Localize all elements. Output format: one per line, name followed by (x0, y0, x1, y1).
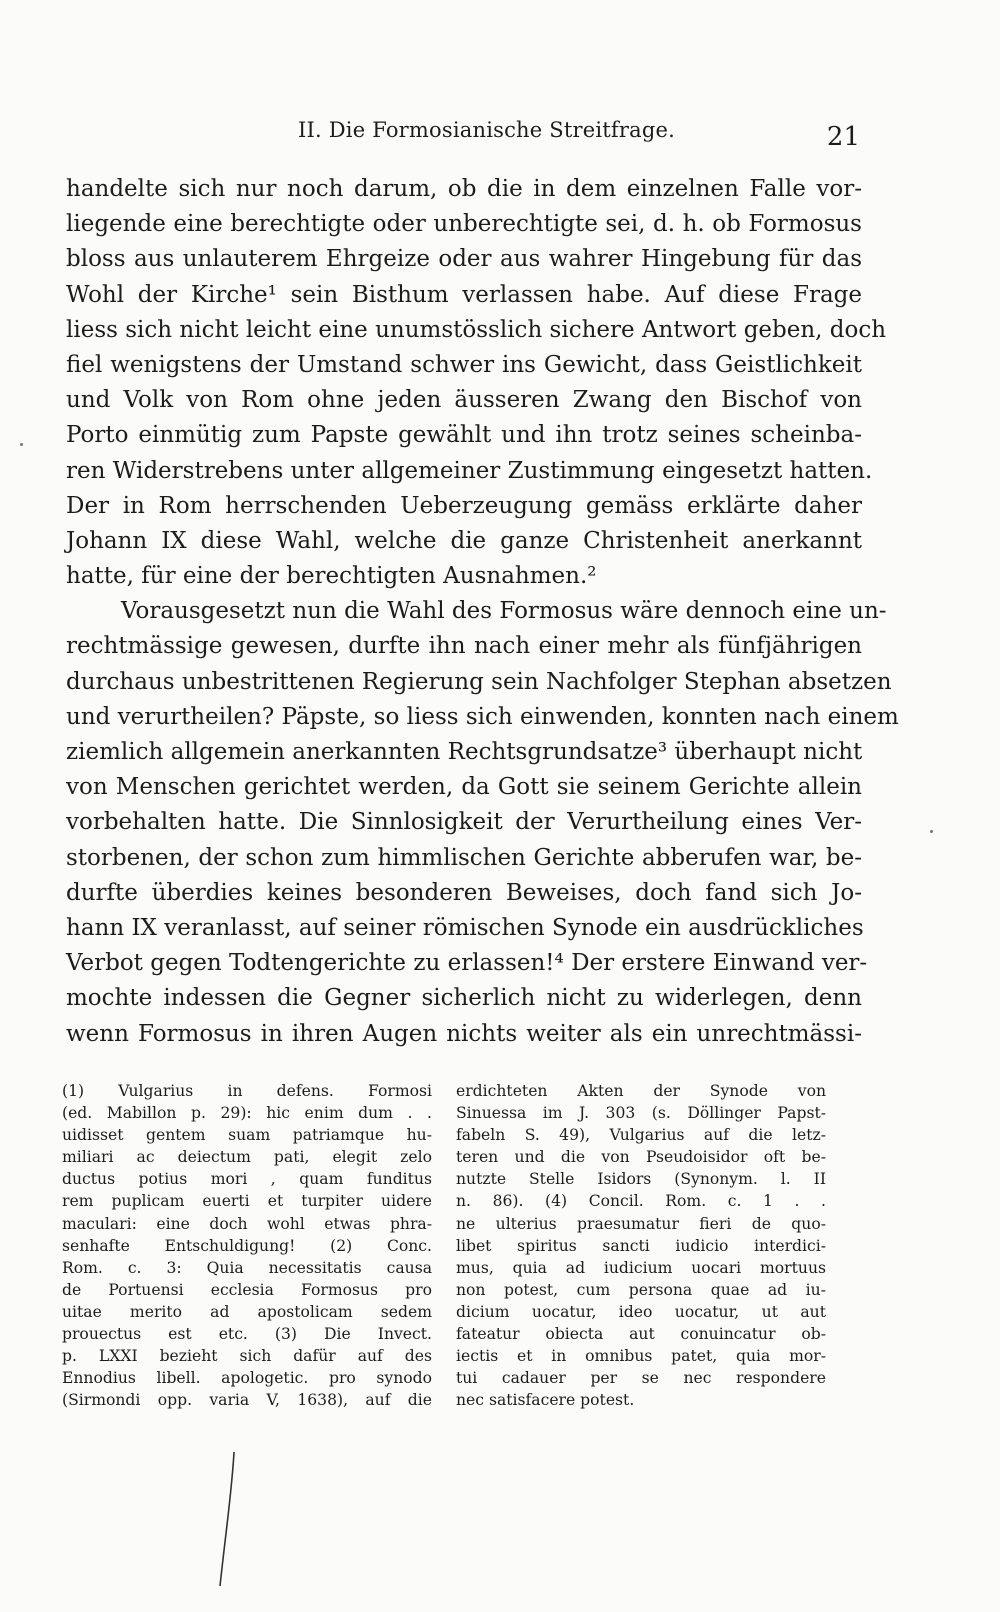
running-title: II. Die Formosianische Streitfrage. (298, 118, 676, 142)
body-line: und verurtheilen? Päpste, so liess sich einwenden, konnten nach einem (66, 703, 899, 730)
page-header (60, 118, 860, 158)
pen-stroke-mark (212, 1450, 242, 1590)
body-line: ren Widerstrebens unter allgemeiner Zustimmung eingesetzt hatten. (66, 457, 873, 484)
body-line: liess sich nicht leicht eine unumstösslich sichere Antwort geben, doch (66, 316, 887, 343)
footnote-line: uitae merito ad apostolicam sedem (62, 1302, 432, 1321)
footnote-line: nec satisfacere potest. (456, 1391, 635, 1410)
body-line: storbenen, der schon zum himmlischen Gerichte abberufen war, be- (66, 844, 862, 871)
body-line: rechtmässige gewesen, durfte ihn nach einer mehr als fünfjährigen (66, 633, 862, 660)
body-line: Vorausgesetzt nun die Wahl des Formosus wäre dennoch eine un- (121, 598, 887, 625)
scan-speck (20, 443, 23, 446)
body-line: hatte, für eine der berechtigten Ausnahmen.² (66, 563, 597, 590)
body-line: wenn Formosus in ihren Augen nichts weiter als ein unrechtmässi- (66, 1020, 862, 1047)
footnote-line: Rom. c. 3: Quia necessitatis causa (62, 1258, 432, 1277)
footnote-line: de Portuensi ecclesia Formosus pro (62, 1280, 432, 1299)
footnote-line: nutzte Stelle Isidors (Synonym. l. II (456, 1170, 826, 1189)
body-line: Verbot gegen Todtengerichte zu erlassen!⁴ Der erstere Einwand ver- (66, 950, 868, 977)
footnote-line: mus, quia ad iudicium uocari mortuus (456, 1258, 826, 1277)
footnote-line: rem puplicam euerti et turpiter uidere (62, 1192, 432, 1211)
body-text (66, 172, 899, 1052)
footnotes-right-column (456, 1080, 826, 1411)
body-line: handelte sich nur noch darum, ob die in dem einzelnen Falle vor- (66, 176, 862, 202)
body-line: bloss aus unlauterem Ehrgeize oder aus wahrer Hingebung für das (66, 246, 862, 273)
body-line: durchaus unbestrittenen Regierung sein Nachfolger Stephan absetzen (66, 668, 892, 695)
footnote-line: fateatur obiecta aut conuincatur ob- (456, 1325, 826, 1344)
body-line: durfte überdies keines besonderen Beweises, doch fand sich Jo- (66, 879, 862, 906)
footnote-line: fabeln S. 49), Vulgarius auf die letz- (456, 1126, 826, 1145)
footnote-line: non potest, cum persona quae ad iu- (456, 1280, 826, 1299)
footnote-line: p. LXXI bezieht sich dafür auf des (62, 1347, 432, 1366)
footnote-line: uidisset gentem suam patriamque hu- (62, 1126, 432, 1145)
body-line: mochte indessen die Gegner sicherlich nicht zu widerlegen, denn (66, 985, 862, 1012)
body-line: vorbehalten hatte. Die Sinnlosigkeit der Verurtheilung eines Ver- (66, 809, 862, 836)
footnote-line: dicium uocatur, ideo uocatur, ut aut (456, 1302, 826, 1321)
footnote-line: Ennodius libell. apologetic. pro synodo (62, 1369, 432, 1388)
body-line: von Menschen gerichtet werden, da Gott sie seinem Gerichte allein (66, 774, 862, 801)
footnote-line: teren und die von Pseudoisidor oft be- (456, 1148, 826, 1167)
footnote-line: tui cadauer per se nec respondere (456, 1369, 826, 1388)
footnote-line: prouectus est etc. (3) Die Invect. (62, 1325, 432, 1344)
footnote-line: (ed. Mabillon p. 29): hic enim dum . . (62, 1104, 432, 1123)
footnotes-left-column (62, 1080, 432, 1411)
footnote-line: libet spiritus sancti iudicio interdici- (456, 1236, 826, 1255)
body-line: Johann IX diese Wahl, welche die ganze Christenheit anerkannt (66, 527, 862, 554)
footnote-line: maculari: eine doch wohl etwas phra- (62, 1214, 432, 1233)
footnote-line: iectis et in omnibus patet, quia mor- (456, 1347, 826, 1366)
footnote-line: ne ulterius praesumatur fieri de quo- (456, 1214, 826, 1233)
body-line: und Volk von Rom ohne jeden äusseren Zwang den Bischof von (66, 387, 862, 414)
footnote-line: erdichteten Akten der Synode von (456, 1082, 826, 1100)
footnote-line: (1) Vulgarius in defens. Formosi (62, 1082, 432, 1100)
body-line: hann IX veranlasst, auf seiner römischen Synode ein ausdrückliches (66, 914, 864, 941)
footnote-line: ductus potius mori , quam funditus (62, 1170, 432, 1189)
body-line: ziemlich allgemein anerkannten Rechtsgrundsatze³ überhaupt nicht (66, 739, 863, 765)
footnote-line: n. 86). (4) Concil. Rom. c. 1 . . (456, 1192, 826, 1211)
body-line: fiel wenigstens der Umstand schwer ins Gewicht, dass Geistlichkeit (66, 351, 862, 378)
body-line: Wohl der Kirche¹ sein Bisthum verlassen habe. Auf diese Frage (66, 281, 862, 308)
body-line: liegende eine berechtigte oder unberechtigte sei, d. h. ob Formosus (66, 211, 862, 238)
footnote-line: Sinuessa im J. 303 (s. Döllinger Papst- (456, 1104, 826, 1123)
body-line: Der in Rom herrschenden Ueberzeugung gemäss erklärte daher (66, 492, 862, 519)
footnote-line: miliari ac deiectum pati, elegit zelo (62, 1148, 432, 1167)
page-number: 21 (826, 122, 860, 152)
footnote-line: senhafte Entschuldigung! (2) Conc. (62, 1236, 432, 1255)
scan-speck (930, 830, 933, 833)
footnote-line: (Sirmondi opp. varia V, 1638), auf die (62, 1391, 432, 1410)
body-line: Porto einmütig zum Papste gewählt und ihn trotz seines scheinba- (66, 422, 862, 449)
